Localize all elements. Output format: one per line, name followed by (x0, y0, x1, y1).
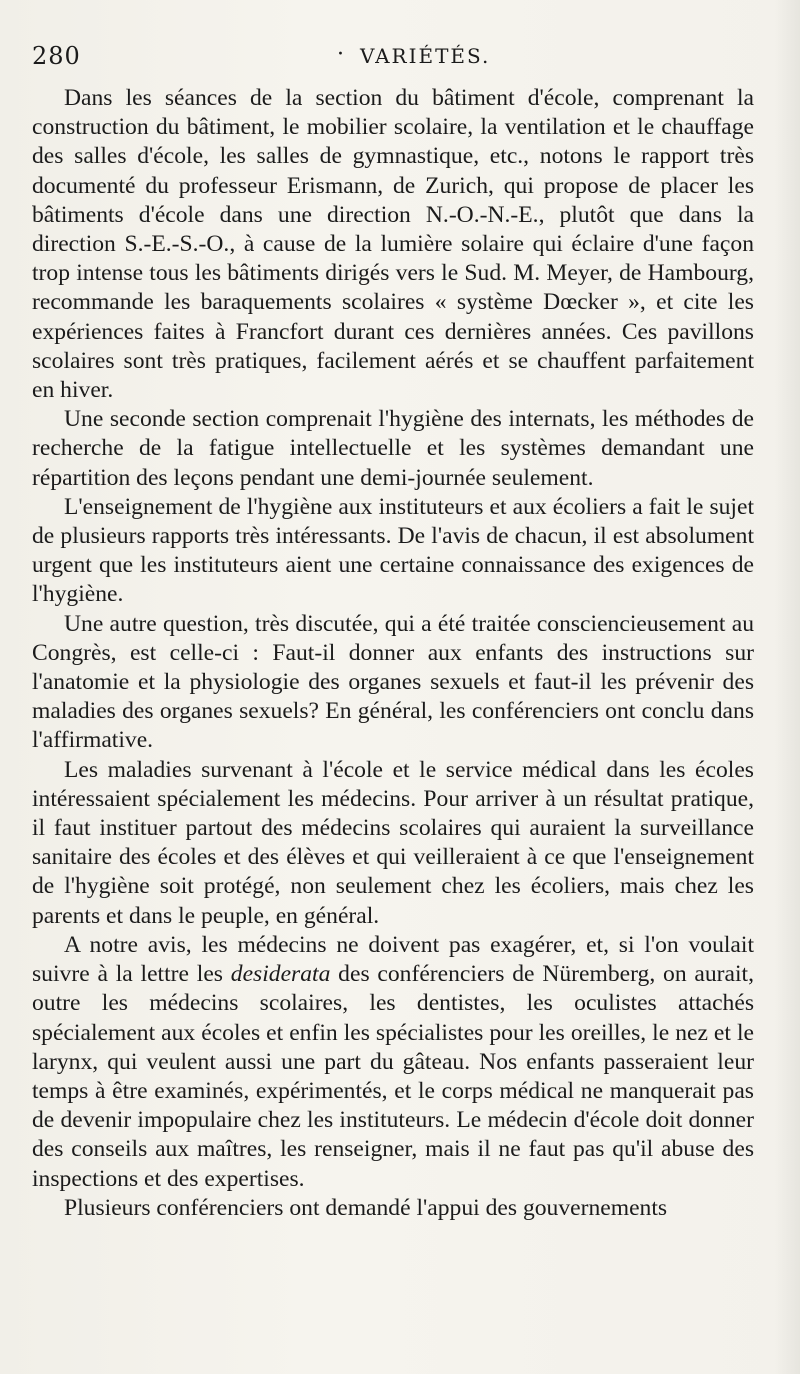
paragraph-school-buildings: Dans les séances de la section du bâtiment d'école, comprenant la construction du bâtiment, le mobilier scolaire, la ventilation et le chauffage des salles d'école, les salles de gymnastique, etc., notons le rapport très documenté du professeur Erismann, de Zurich, qui propose de placer les bâtiments d'école dans une direction N.-O.-N.-E., plutôt que dans la direction S.-E.-S.-O., à cause de la lumière solaire qui éclaire d'une façon trop intense tous les bâtiments dirigés vers le Sud. M. Meyer, de Hambourg, recommande les baraquements scolaires « système Dœcker », et cite les expériences faites à Francfort durant ces dernières années. Ces pavillons scolaires sont très pratiques, facilement aérés et se chauffent parfaitement en hiver. (32, 85, 754, 404)
paragraph-opinion (32, 931, 754, 1194)
paragraph-boarding-hygiene: Une seconde section comprenait l'hygiène des internats, les méthodes de recherche de la fatigue intellectuelle et les systèmes demandant une répartition des leçons pendant une demi-journée seulement. (32, 406, 754, 491)
desiderata-term: desiderata (230, 961, 331, 988)
paragraph-governments: Plusieurs conférenciers ont demandé l'appui des gouvernements (64, 1194, 668, 1221)
paragraph-sexual-education: Une autre question, très discutée, qui a été traitée consciencieusement au Congrès, est celle-ci : Faut-il donner aux enfants des instructions sur l'anatomie et la physiologie des organes sexuels et faut-il les prévenir des maladies des organes sexuels? En général, les conférenciers ont conclu dans l'affirmative. (32, 610, 754, 754)
paragraph-opinion-before: A notre avis, les médecins ne doivent pas exagérer, et, si l'on voulait suivre à la lettre les (32, 931, 754, 988)
header-dot: · (337, 42, 345, 67)
running-head: VARIÉTÉS. (360, 44, 491, 68)
page-header (32, 40, 754, 80)
page-number: 280 (32, 42, 81, 70)
paragraph-school-physicians: Les maladies survenant à l'école et le service médical dans les écoles intéressaient spécialement les médecins. Pour arriver à un résultat pratique, il faut instituer partout des médecins scolaires qui auraient la surveillance sanitaire des écoles et des élèves et qui veilleraient à ce que l'enseignement de l'hygiène soit protégé, non seulement chez les écoliers, mais chez les parents et dans le peuple, en général. (32, 756, 754, 929)
body-text (32, 84, 754, 1223)
paragraph-opinion-after: des conférenciers de Nüremberg, on aurait, outre les médecins scolaires, les dentistes, les oculistes attachés spécialement aux écoles et enfin les spécialistes pour les oreilles, le nez et le larynx, qui veulent aussi une part du gâteau. Nos enfants passeraient leur temps à être examinés, expérimentés, et le corps médical ne manquerait pas de devenir impopulaire chez les instituteurs. Le médecin d'école doit donner des conseils aux maîtres, les renseigner, mais il ne faut pas qu'il abuse des inspections et des expertises. (32, 961, 755, 1192)
page-edge-shadow (774, 0, 800, 1374)
paragraph-hygiene-teaching: L'enseignement de l'hygiène aux instituteurs et aux écoliers a fait le sujet de plusieurs rapports très intéressants. De l'avis de chacun, il est absolument urgent que les instituteurs aient une certaine connaissance des exigences de l'hygiène. (32, 493, 754, 608)
